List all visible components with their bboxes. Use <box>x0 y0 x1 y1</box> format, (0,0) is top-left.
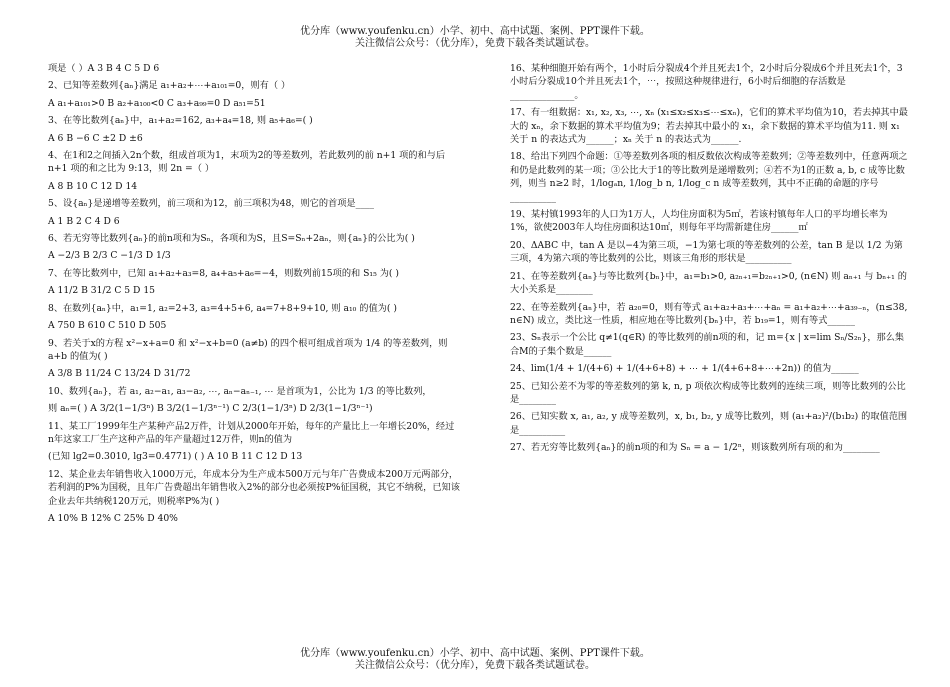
question-text: 7、在等比数列中，已知 a₁+a₂+a₃=8, a₄+a₅+a₆=−4，则数列前15项的和 S₁₅ 为( ) <box>48 267 399 279</box>
question-text: 22、在等差数列{aₙ}中，若 a₂₀=0，则有等式 a₁+a₂+a₃+⋯+aₙ = a₁+a₂+⋯+a₃₉₋ₙ，(n≤38, n∈N) 成立，类比这一性质，相应地在等比数列{bₙ}中，若 b₁₉=1，则有等式______ <box>510 301 908 326</box>
question-options: A 10% B 12% C 25% D 40% <box>48 512 178 524</box>
question-text: 19、某村镇1993年的人口为1万人，人均住房面积为5㎡，若该村镇每年人口的平均增长率为1%，欲使2003年人均住房面积达10㎡，则每年平均需新建住房______㎡ <box>510 209 888 234</box>
question-text: 27、若无穷等比数列{aₙ}的前n项的和为 Sₙ = a − 1/2ⁿ，则该数列所有项的和为________ <box>510 442 880 454</box>
question-text: 21、在等差数列{aₙ}与等比数列{bₙ}中，a₁=b₁>0, a₂ₙ₊₁=b₂ₙ₊₁>0, (n∈N) 则 aₙ₊₁ 与 bₙ₊₁ 的大小关系是________ <box>510 270 907 296</box>
question-text: 11、某工厂1999年生产某种产品2万件，计划从2000年开始，每年的产量比上一年增长20%，经过n年这家工厂生产这种产品的年产量超过12万件，则n的值为 <box>48 420 455 445</box>
question-text: 17、有一组数据：x₁, x₂, x₃, ⋯, xₙ (x₁≤x₂≤x₃≤⋯≤xₙ)，它们的算术平均值为10，若去掉其中最大的 xₙ，余下数据的算术平均值为9；若去掉其中最小的 x₁，余下数据的算术平均值为11. 则 x₁ 关于 n 的表达式为______；xₙ 关于 n 的表达式为______. <box>510 107 908 146</box>
question-text: 12、某企业去年销售收入1000万元，年成本分为生产成本500万元与年广告费成本200万元两部分，若利润的P%为国税，且年广告费超出年销售收入2%的部分也必须按P%征国税，其它不纳税，已知该企业去年共纳税120万元，则税率P%为( ) <box>48 468 460 507</box>
question-text: 25、已知公差不为零的等差数列的第 k, n, p 项依次构成等比数列的连续三项，则等比数列的公比是________ <box>510 380 906 405</box>
footer-line-2: 关注微信公众号：（优分库），免费下载各类试题试卷。 <box>355 660 595 671</box>
question-options: (已知 lg2=0.3010, lg3=0.4771) ( ) A 10 B 11 C 12 D 13 <box>48 451 303 463</box>
question-text: 2、已知等差数列{aₙ}满足 a₁+a₂+⋯+a₁₀₁=0，则有（ ） <box>48 80 291 92</box>
question-options: A 11/2 B 31/2 C 5 D 15 <box>48 285 156 297</box>
question-options: A 6 B −6 C ±2 D ±6 <box>48 132 143 144</box>
question-options: A 8 B 10 C 12 D 14 <box>48 180 138 192</box>
question-options: A −2/3 B 2/3 C −1/3 D 1/3 <box>48 250 171 262</box>
page-header <box>0 26 950 50</box>
question-text: 18、给出下列四个命题：①等差数列各项的相反数依次构成等差数列；②等差数列中，任意两项之和仍是此数列的某一项；③公比大于1的等比数列是递增数列；④若不为1的正数 a, b, c 成等比数列，则当 n≥2 时，1/logₐn, 1/log_b n, 1/log_c n 成等差数列，其中不正确的命题的序号__________ <box>510 151 908 203</box>
question-text: 5、设{aₙ}是递增等差数列，前三项和为12，前三项积为48，则它的首项是____ <box>48 198 374 210</box>
question-text: 项是（ ）A 3 B 4 C 5 D 6 <box>48 63 160 74</box>
question-text: 24、lim(1/4 + 1/(4+6) + 1/(4+6+8) + ⋯ + 1/(4+6+8+⋯+2n)) 的值为______ <box>510 363 859 375</box>
question-options: A 750 B 610 C 510 D 505 <box>48 320 167 332</box>
question-text: 26、已知实数 x, a₁, a₂, y 成等差数列，x, b₁, b₂, y 成等比数列，则 (a₁+a₂)²/(b₁b₂) 的取值范围是__________ <box>510 411 908 436</box>
footer-line-1: 优分库（www.youfenku.cn）小学、初中、高中试题、案例、PPT课件下载。 <box>300 648 650 659</box>
header-line-2: 关注微信公众号：（优分库），免费下载各类试题试卷。 <box>355 38 595 49</box>
left-column <box>48 62 460 529</box>
right-column <box>510 62 910 459</box>
question-text: 9、若关于x的方程 x²−x+a=0 和 x²−x+b=0 (a≠b) 的四个根可组成首项为 1/4 的等差数列，则 a+b 的值为( ) <box>48 337 448 362</box>
question-text: 20、ΔABC 中，tan A 是以−4为第三项，−1为第七项的等差数列的公差，tan B 是以 1/2 为第三项，4为第六项的等比数列的公比，则该三角形的形状是__________ <box>510 239 903 265</box>
question-text: 4、在1和2之间插入2n个数，组成首项为1，末项为2的等差数列，若此数列的前 n+1 项的和与后 n+1 项的和之比为 9:13，则 2n =（ ） <box>48 150 446 175</box>
question-text: 8、在数列{aₙ}中，a₁=1, a₂=2+3, a₃=4+5+6, a₄=7+8+9+10, 则 a₁₀ 的值为( ) <box>48 302 397 314</box>
header-line-1: 优分库（www.youfenku.cn）小学、初中、高中试题、案例、PPT课件下载。 <box>300 26 650 37</box>
question-text: 6、若无穷等比数列{aₙ}的前n项和为Sₙ，各项和为S，且S=Sₙ+2aₙ，则{aₙ}的公比为( ) <box>48 233 415 245</box>
question-options: A 1 B 2 C 4 D 6 <box>48 215 120 227</box>
question-options: A a₁+a₁₀₁>0 B a₂+a₁₀₀<0 C a₃+a₉₉=0 D a₅₁=51 <box>48 97 266 109</box>
question-text: 3、在等比数列{aₙ}中，a₁+a₂=162, a₃+a₄=18, 则 a₅+a₆=( ) <box>48 115 313 127</box>
page-footer <box>0 648 950 672</box>
question-text: 10、数列{aₙ}，若 a₁, a₂−a₁, a₃−a₂, ⋯, aₙ−aₙ₋₁, ⋯ 是首项为1，公比为 1/3 的等比数列， <box>48 385 432 397</box>
question-options: A 3/8 B 11/24 C 13/24 D 31/72 <box>48 368 191 380</box>
question-text: 23、Sₙ表示一个公比 q≠1(q∈R) 的等比数列的前n项的和，记 m={x | x=lim Sₙ/S₂ₙ}，那么集合M的子集个数是______ <box>510 332 905 357</box>
question-text: 16、某种细胞开始有两个，1小时后分裂成4个并且死去1个，2小时后分裂成6个并且死去1个，3小时后分裂成10个并且死去1个，⋯，按照这种规律进行，6小时后细胞的存活数是______________。 <box>510 63 903 101</box>
question-options: 则 aₙ=( ) A 3/2(1−1/3ⁿ) B 3/2(1−1/3ⁿ⁻¹) C 2/3(1−1/3ⁿ) D 2/3(1−1/3ⁿ⁻¹) <box>48 403 373 415</box>
